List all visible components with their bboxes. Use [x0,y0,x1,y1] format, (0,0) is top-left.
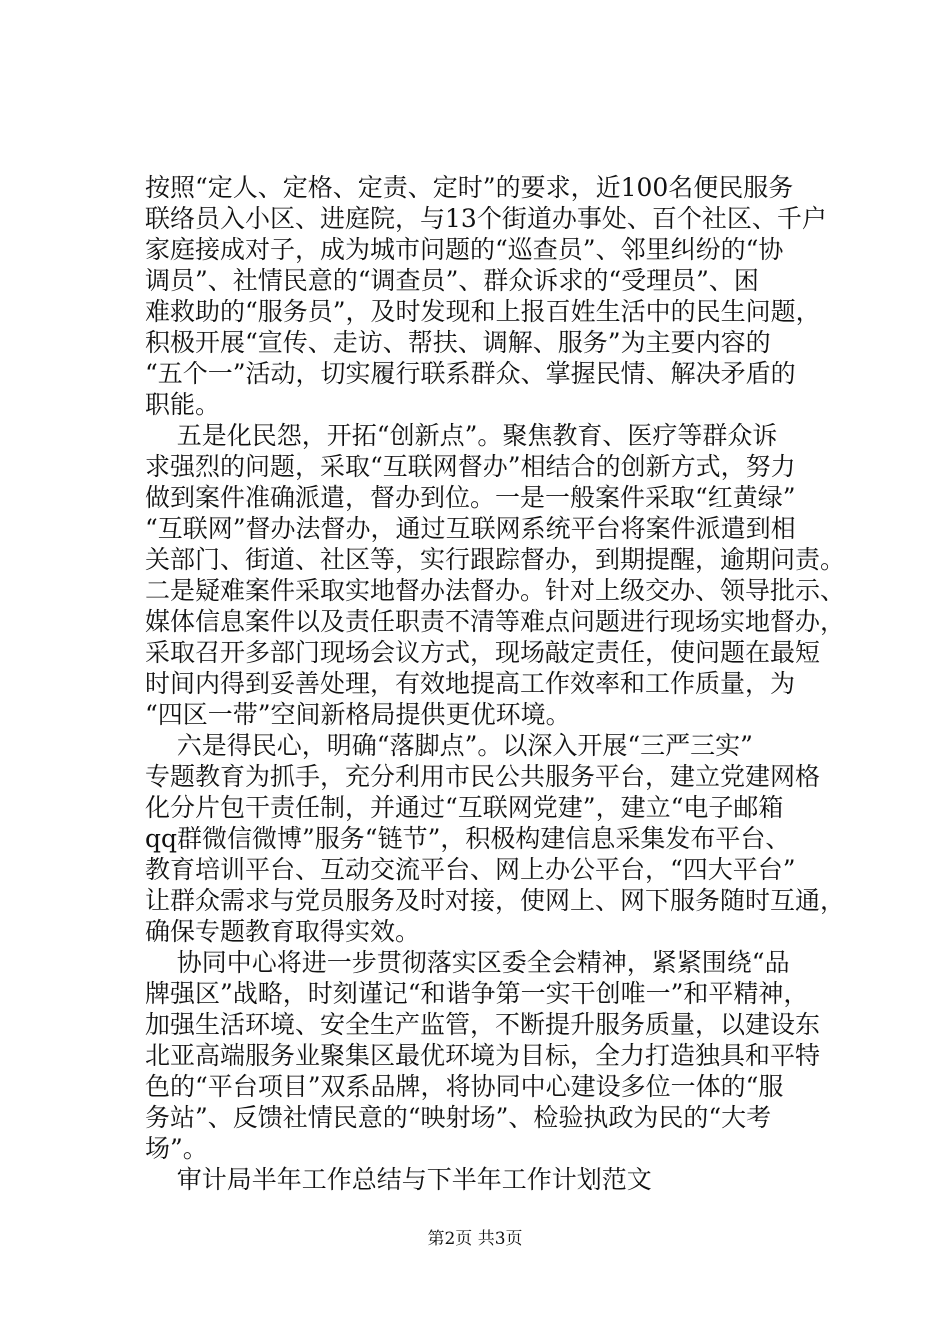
text-line: qq群微信微博”服务“链节”，积极构建信息采集发布平台、 [145,824,791,853]
text-line: 让群众需求与党员服务及时对接，使网上、网下服务随时互通， [145,886,846,915]
text-line: 职能。 [145,390,221,419]
text-line: “四区一带”空间新格局提供更优环境。 [145,700,571,729]
text-line: 时间内得到妥善处理，有效地提高工作效率和工作质量，为 [145,669,796,698]
text-line: 场”。 [145,1134,208,1163]
text-line: 北亚高端服务业聚集区最优环境为目标，全力打造独具和平特 [145,1041,821,1070]
text-line: 联络员入小区、进庭院，与13个街道办事处、百个社区、千户 [145,204,827,233]
text-line: 审计局半年工作总结与下半年工作计划范文 [145,1165,652,1194]
page-number-footer: 第2页 共3页 [427,1229,523,1249]
text-line: 务站”、反馈社情民意的“映射场”、检验执政为民的“大考 [145,1103,772,1132]
text-line: 家庭接成对子，成为城市问题的“巡查员”、邻里纠纷的“协 [145,235,784,264]
text-line: 牌强区”战略，时刻谨记“和谐争第一实干创唯一”和平精神， [145,979,809,1008]
text-line: 做到案件准确派遣，督办到位。一是一般案件采取“红黄绿” [145,483,796,512]
text-line: 媒体信息案件以及责任职责不清等难点问题进行现场实地督办， [145,607,846,636]
text-line: 五是化民怨，开拓“创新点”。聚焦教育、医疗等群众诉 [145,421,778,450]
text-line: 求强烈的问题，采取“互联网督办”相结合的创新方式，努力 [145,452,796,481]
text-line: 加强生活环境、安全生产监管，不断提升服务质量，以建设东 [145,1010,821,1039]
text-line: 按照“定人、定格、定责、定时”的要求，近100名便民服务 [145,173,794,202]
text-line: 化分片包干责任制，并通过“互联网党建”，建立“电子邮箱 [145,793,784,822]
text-line: 积极开展“宣传、走访、帮扶、调解、服务”为主要内容的 [145,328,771,357]
text-line: 关部门、街道、社区等，实行跟踪督办，到期提醒，逾期问责。 [145,545,846,574]
text-line: “五个一”活动，切实履行联系群众、掌握民情、解决矛盾的 [145,359,796,388]
text-line: 协同中心将进一步贯彻落实区委全会精神，紧紧围绕“品 [145,948,790,977]
text-line: 教育培训平台、互动交流平台、网上办公平台，“四大平台” [145,855,796,884]
text-line: 采取召开多部门现场会议方式，现场敲定责任，使问题在最短 [145,638,821,667]
text-line: “互联网”督办法督办，通过互联网系统平台将案件派遣到相 [145,514,796,543]
text-line: 六是得民心，明确“落脚点”。以深入开展“三严三实” [145,731,753,760]
text-line: 调员”、社情民意的“调查员”、群众诉求的“受理员”、困 [145,266,759,295]
text-line: 色的“平台项目”双系品牌，将协同中心建设多位一体的“服 [145,1072,784,1101]
text-line: 二是疑难案件采取实地督办法督办。针对上级交办、领导批示、 [145,576,846,605]
text-line: 确保专题教育取得实效。 [145,917,421,946]
text-line: 专题教育为抓手，充分利用市民公共服务平台，建立党建网格 [145,762,821,791]
text-line: 难救助的“服务员”，及时发现和上报百姓生活中的民生问题， [145,297,821,326]
